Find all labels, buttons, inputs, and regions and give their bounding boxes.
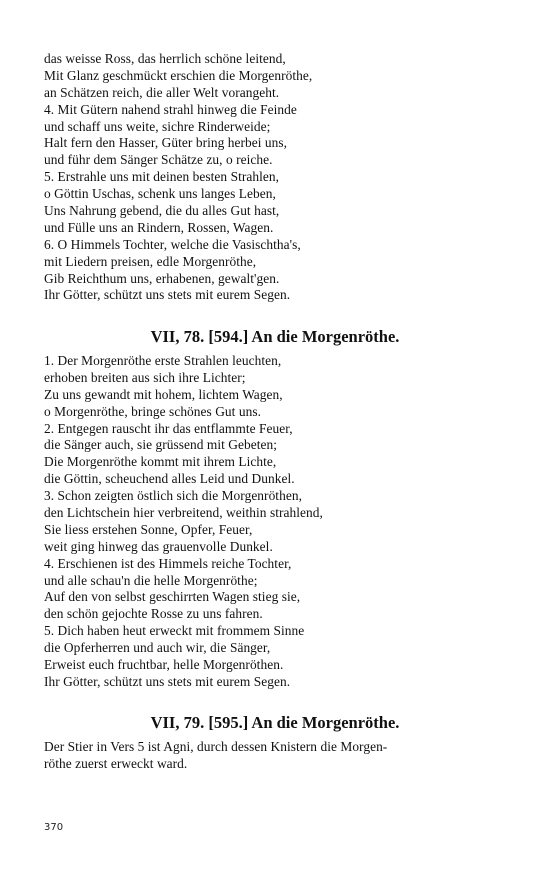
verse-line: die Göttin, scheuchend alles Leid und Dunkel.	[44, 471, 295, 487]
verse-line: Halt fern den Hasser, Güter bring herbei uns,	[44, 135, 288, 151]
hymn-heading-594: VII, 78. [594.] An die Morgenröthe.	[150, 327, 400, 346]
verse-line: die Opferherren und auch wir, die Sänger,	[44, 640, 271, 656]
verse-line: weit ging hinweg das grauenvolle Dunkel.	[44, 538, 273, 554]
verse-line: 3. Schon zeigten östlich sich die Morgenröthen,	[44, 488, 302, 504]
verse-line: und alle schau'n die helle Morgenröthe;	[44, 572, 258, 588]
verse-line: an Schätzen reich, die aller Welt vorangeht.	[44, 84, 280, 100]
verse-line: 6. O Himmels Tochter, welche die Vasischtha's,	[44, 236, 301, 252]
verse-line: den Lichtschein hier verbreitend, weithin strahlend,	[44, 505, 323, 521]
verse-line: 4. Erschienen ist des Himmels reiche Tochter,	[44, 555, 292, 571]
verse-line: Ihr Götter, schützt uns stets mit eurem Segen.	[44, 673, 291, 689]
verse-line: und führ dem Sänger Schätze zu, o reiche.	[44, 152, 273, 168]
verse-line: Erweist euch fruchtbar, helle Morgenröthen.	[44, 657, 284, 673]
verse-block-continuation	[44, 51, 514, 304]
verse-line: Die Morgenröthe kommt mit ihrem Lichte,	[44, 454, 277, 470]
verse-line: 1. Der Morgenröthe erste Strahlen leuchten,	[44, 353, 282, 368]
verse-line: 5. Erstrahle uns mit deinen besten Strahlen,	[44, 169, 279, 185]
verse-line: Auf den von selbst geschirrten Wagen stieg sie,	[44, 589, 301, 605]
verse-line: das weisse Ross, das herrlich schöne leitend,	[44, 51, 286, 66]
verse-line: Sie liess erstehen Sonne, Opfer, Feuer,	[44, 521, 253, 537]
verse-line: 4. Mit Gütern nahend strahl hinweg die Feinde	[44, 101, 297, 117]
verse-line: Ihr Götter, schützt uns stets mit eurem Segen.	[44, 287, 291, 303]
verse-block-hymn-594	[44, 353, 514, 691]
verse-line: 2. Entgegen rauscht ihr das entflammte Feuer,	[44, 420, 293, 436]
page-number: 370	[44, 822, 64, 833]
note-block-hymn-595	[44, 739, 514, 773]
note-line: röthe zuerst erweckt ward.	[44, 755, 188, 771]
verse-line: Zu uns gewandt mit hohem, lichtem Wagen,	[44, 386, 283, 402]
verse-line: 5. Dich haben heut erweckt mit frommem Sinne	[44, 623, 305, 639]
verse-line: die Sänger auch, sie grüssend mit Gebeten;	[44, 437, 278, 453]
verse-line: erhoben breiten aus sich ihre Lichter;	[44, 369, 246, 385]
verse-line: mit Liedern preisen, edle Morgenröthe,	[44, 253, 257, 269]
note-line: Der Stier in Vers 5 ist Agni, durch dessen Knistern die Morgen-	[44, 739, 388, 754]
verse-line: und Fülle uns an Rindern, Rossen, Wagen.	[44, 219, 274, 235]
verse-line: o Göttin Uschas, schenk uns langes Leben,	[44, 186, 276, 202]
hymn-heading-595: VII, 79. [595.] An die Morgenröthe.	[150, 713, 400, 732]
verse-line: Gib Reichthum uns, erhabenen, gewalt'gen.	[44, 270, 280, 286]
verse-line: den schön gejochte Rosse zu uns fahren.	[44, 606, 263, 622]
verse-line: Mit Glanz geschmückt erschien die Morgenröthe,	[44, 67, 313, 83]
verse-line: und schaff uns weite, sichre Rinderweide;	[44, 118, 271, 134]
verse-line: o Morgenröthe, bringe schönes Gut uns.	[44, 403, 261, 419]
verse-line: Uns Nahrung gebend, die du alles Gut hast,	[44, 203, 280, 219]
